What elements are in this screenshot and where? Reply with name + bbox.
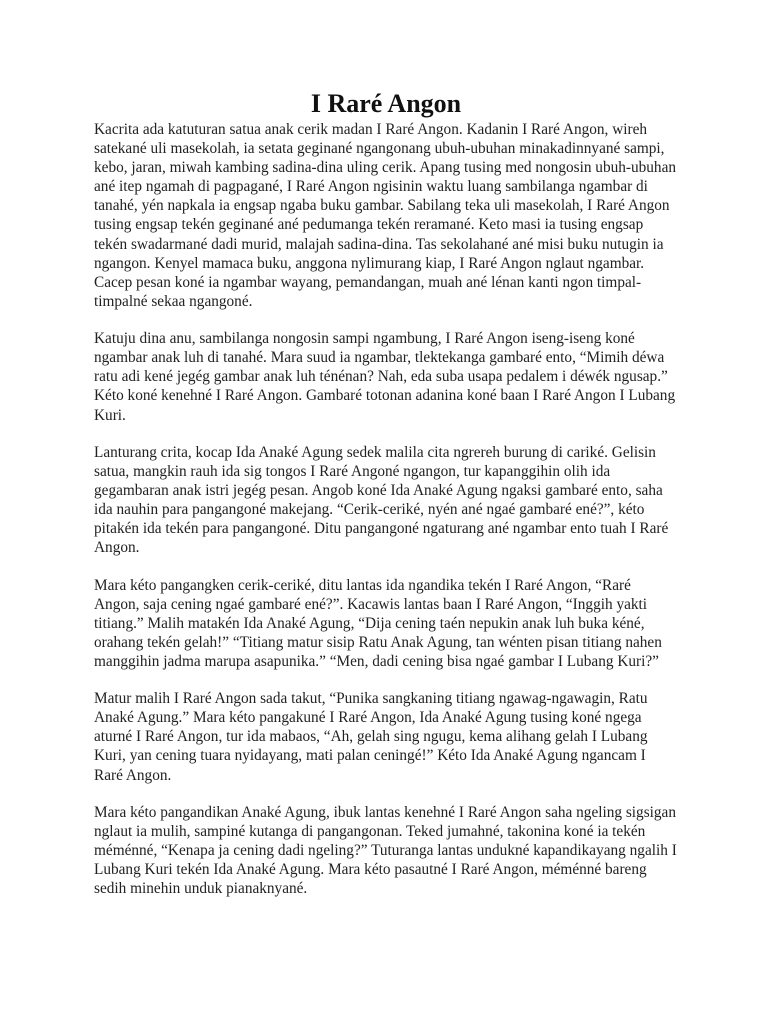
paragraph-3: Lanturang crita, kocap Ida Anaké Agung sedek malila cita ngrereh burung di cariké. Gelisin satua, mangkin rauh ida sig tongos I Raré Angoné ngangon, tur kapanggihin olih ida gegambaran anak istri jegég pesan. Angob koné Ida Anaké Agung ngaksi gambaré ento, saha ida nauhin para pangangoné makejang. “Cerik-ceriké, nyén ané ngaé gambaré ené?”, kéto pitakén ida tekén para pangangoné. Ditu pangangoné ngaturang ané ngambar ento tuah I Raré Angon. bbox=[94, 443, 669, 557]
paragraph-6: Mara kéto pangandikan Anaké Agung, ibuk lantas kenehné I Raré Angon saha ngeling sigsigan nglaut ia mulih, sampiné kutanga di pangangonan. Teked jumahné, takonina koné ia tekén méménné, “Kenapa ja cening dadi ngeling?” Tuturanga lantas undukné kapandikayang ngalih I Lubang Kuri tekén Ida Anaké Agung. Mara kéto pasautné I Raré Angon, méménné bareng sedih minehin unduk pianaknyané. bbox=[94, 803, 677, 898]
document-body bbox=[94, 120, 678, 898]
paragraph-1: Kacrita ada katuturan satua anak cerik madan I Raré Angon. Kadanin I Raré Angon, wireh satekané uli masekolah, ia setata geginané ngangonang ubuh-ubuhan minakadinnyané sampi, kebo, jaran, miwah kambing sadina-dina uling cerik. Apang tusing med nongosin ubuh-ubuhan ané itep ngamah di pagpagané, I Raré Angon ngisinin waktu luang sambilanga ngambar di tanahé, yén napkala ia engsap ngaba buku gambar. Sabilang teka uli masekolah, I Raré Angon tusing engsap tekén geginané ané pedumanga tekén reramané. Keto masi ia tusing engsap tekén swadarmané dadi murid, malajah sadina-dina. Tas sekolahané ané misi buku nutugin ia ngangon. Kenyel mamaca buku, anggona nylimurang kiap, I Raré Angon nglaut ngambar. Cacep pesan koné ia ngambar wayang, pemandangan, muah ané lénan kanti ngon timpal-timpalné sekaa ngangoné. bbox=[94, 121, 677, 310]
paragraph-2: Katuju dina anu, sambilanga nongosin sampi ngambung, I Raré Angon iseng-iseng koné ngambar anak luh di tanahé. Mara suud ia ngambar, tlektekanga gambaré ento, “Mimih déwa ratu adi kené jegég gambar anak luh ténénan? Nah, eda suba usapa pedalem i déwék ngusap.” Kéto koné kenehné I Raré Angon. Gambaré totonan adanina koné baan I Raré Angon I Lubang Kuri. bbox=[94, 330, 676, 424]
paragraph-5: Matur malih I Raré Angon sada takut, “Punika sangkaning titiang ngawag-ngawagin, Ratu Anaké Agung.” Mara kéto pangakuné I Raré Angon, Ida Anaké Agung tusing koné ngega aturné I Raré Angon, tur ida mabaos, “Ah, gelah sing ngugu, kema alihang gelah I Lubang Kuri, yan cening tuara nyidayang, mati palan ceningé!” Kéto Ida Anaké Agung ngancam I Raré Angon. bbox=[94, 690, 648, 784]
document-title: I Raré Angon bbox=[310, 89, 462, 118]
paragraph-4: Mara kéto pangangken cerik-ceriké, ditu lantas ida ngandika tekén I Raré Angon, “Raré Angon, saja cening ngaé gambaré ené?”. Kacawis lantas baan I Raré Angon, “Inggih yakti titiang.” Malih matakén Ida Anaké Agung, “Dija cening taén nepukin anak luh buka kéné, orahang tekén gelah!” “Titiang matur sisip Ratu Anak Agung, tan wénten pisan titiang nahen manggihin jadma marupa asapunika.” “Men, dadi cening bisa ngaé gambar I Lubang Kuri?” bbox=[94, 576, 662, 670]
document-page bbox=[94, 88, 678, 898]
